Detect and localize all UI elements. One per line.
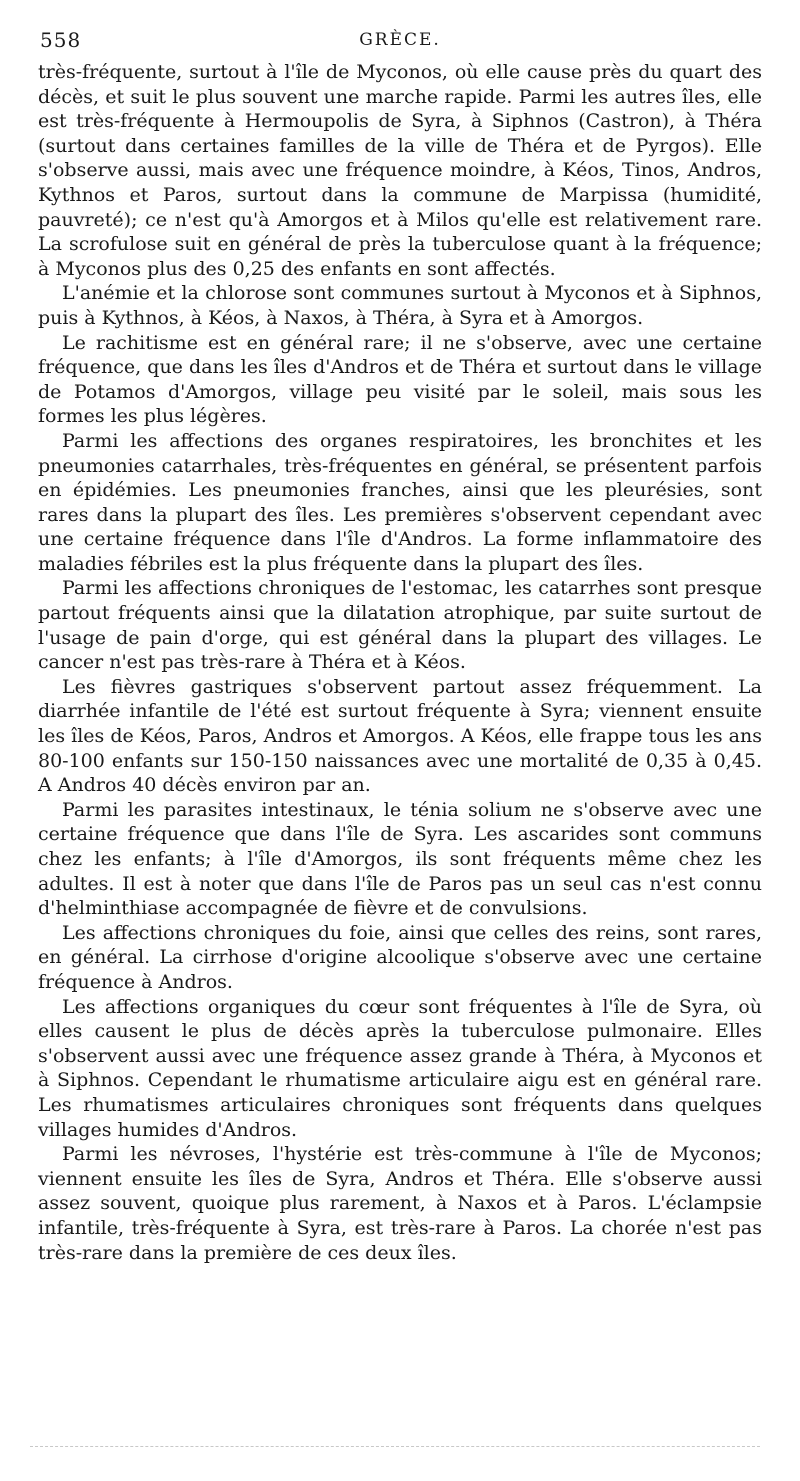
paragraph: Parmi les affections chroniques de l'estomac, les catarrhes sont presque partout fréquents ainsi que la dilatation atrophique, par suite surtout de l'usage de pain d'orge, qui est général dans la plupart des villages. Le cancer n'est pas très-rare à Théra et à Kéos.: [38, 577, 762, 674]
paragraph: Parmi les parasites intestinaux, le ténia solium ne s'observe avec une certaine fréquence que dans l'île de Syra. Les ascarides sont communs chez les enfants; à l'île d'Amorgos, ils sont fréquents même chez les adultes. Il est à noter que dans l'île de Paros pas un seul cas n'est connu d'helminthiase accompagnée de fièvre et de convulsions.: [38, 798, 762, 920]
paragraph: très-fréquente, surtout à l'île de Myconos, où elle cause près du quart des décès, et suit le plus souvent une marche rapide. Parmi les autres îles, elle est très-fréquente à Hermoupolis de Syra, à Siphnos (Castron), à Théra (surtout dans certaines familles de la ville de Théra et de Pyrgos). Elle s'observe aussi, mais avec une fréquence moindre, à Kéos, Tinos, Andros, Kythnos et Paros, surtout dans la commune de Marpissa (humidité, pauvreté); ce n'est qu'à Amorgos et à Milos qu'elle est relativement rare. La scrofulose suit en général de près la tuberculose quant à la fréquence; à Myconos plus des 0,25 des enfants en sont affectés.: [38, 61, 762, 280]
paragraph: Parmi les névroses, l'hystérie est très-commune à l'île de Myconos; viennent ensuite les îles de Syra, Andros et Théra. Elle s'observe aussi assez souvent, quoique plus rarement, à Naxos et à Paros. L'éclampsie infantile, très-fréquente à Syra, est très-rare à Paros. La chorée n'est pas très-rare dans la première de ces deux îles.: [38, 1143, 762, 1264]
page-number: 558: [40, 28, 82, 52]
footer-rule: [30, 1446, 760, 1447]
page-header: [38, 26, 762, 60]
document-page: [38, 26, 762, 1265]
paragraph: Les affections organiques du cœur sont fréquentes à l'île de Syra, où elles causent le plus de décès après la tuberculose pulmonaire. Elles s'observent aussi avec une fréquence assez grande à Théra, à Myconos et à Siphnos. Cependant le rhumatisme articulaire aigu est en général rare. Les rhumatismes articulaires chroniques sont fréquents dans quelques villages humides d'Andros.: [38, 995, 762, 1141]
running-title: GRÈCE.: [359, 30, 441, 50]
body-text: [38, 60, 762, 1265]
paragraph: Le rachitisme est en général rare; il ne s'observe, avec une certaine fréquence, que dans les îles d'Andros et de Théra et surtout dans le village de Potamos d'Amorgos, village peu visité par le soleil, mais sous les formes les plus légères.: [38, 331, 762, 428]
paragraph: Les fièvres gastriques s'observent partout assez fréquemment. La diarrhée infantile de l'été est surtout fréquente à Syra; viennent ensuite les îles de Kéos, Paros, Andros et Amorgos. A Kéos, elle frappe tous les ans 80-100 enfants sur 150-150 naissances avec une mortalité de 0,35 à 0,45. A Andros 40 décès environ par an.: [38, 675, 762, 797]
paragraph: L'anémie et la chlorose sont communes surtout à Myconos et à Siphnos, puis à Kythnos, à Kéos, à Naxos, à Théra, à Syra et à Amorgos.: [38, 282, 762, 329]
paragraph: Les affections chroniques du foie, ainsi que celles des reins, sont rares, en général. La cirrhose d'origine alcoolique s'observe avec une certaine fréquence à Andros.: [38, 921, 762, 993]
paragraph: Parmi les affections des organes respiratoires, les bronchites et les pneumonies catarrhales, très-fréquentes en général, se présentent parfois en épidémies. Les pneumonies franches, ainsi que les pleurésies, sont rares dans la plupart des îles. Les premières s'observent cependant avec une certaine fréquence dans l'île d'Andros. La forme inflammatoire des maladies fébriles est la plus fréquente dans la plupart des îles.: [38, 429, 762, 575]
